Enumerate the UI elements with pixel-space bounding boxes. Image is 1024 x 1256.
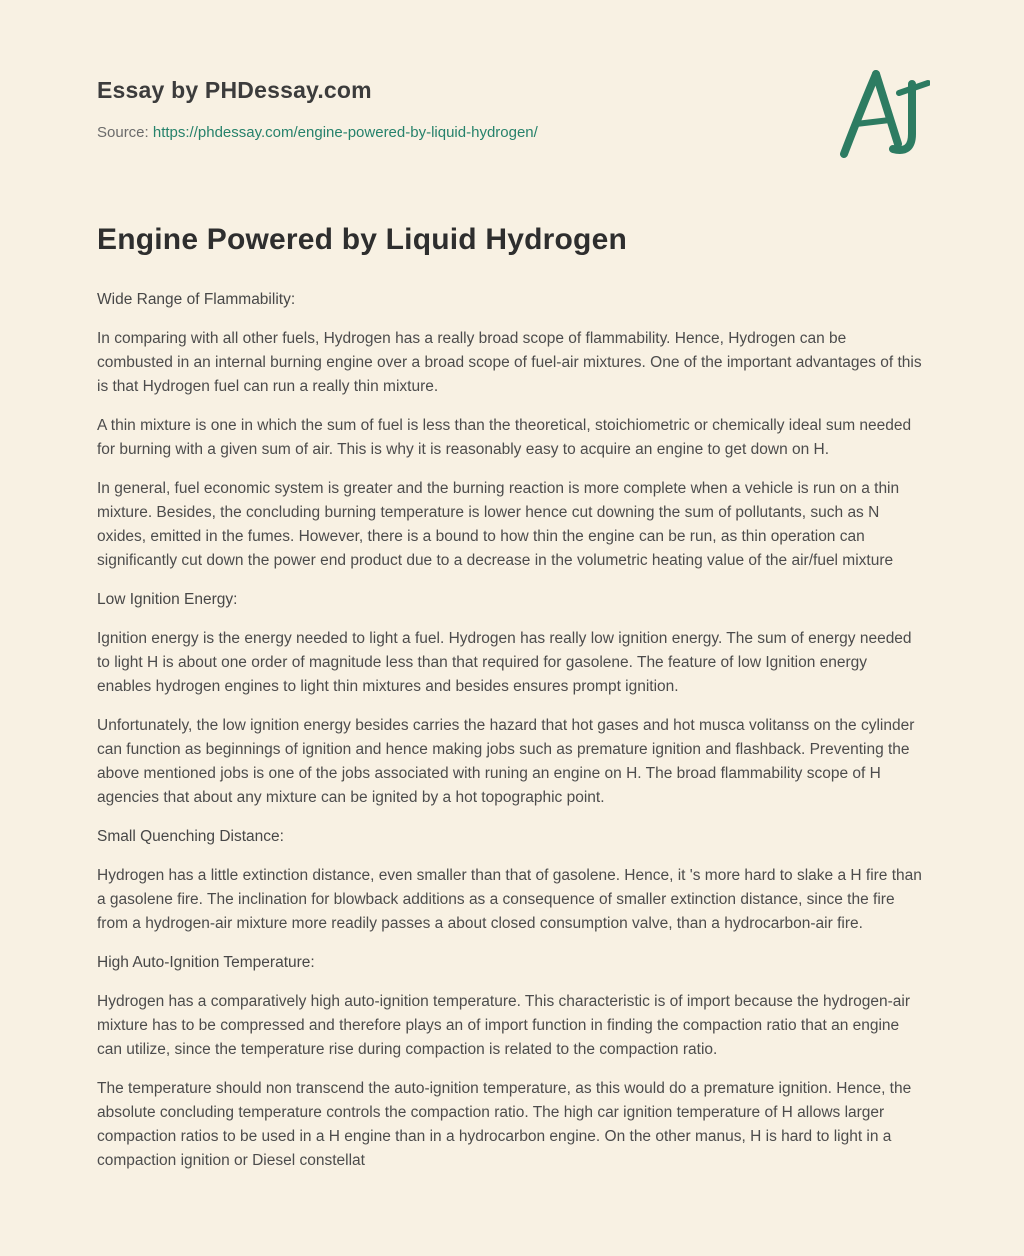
paragraph: A thin mixture is one in which the sum of fuel is less than the theoretical, stoichiometric or chemically ideal sum needed for burning with a given sum of air. This is why it is reasonably easy to acquire an engine to get down on H. — [97, 417, 912, 458]
section-heading: Wide Range of Flammability: — [97, 291, 296, 308]
section-heading: High Auto-Ignition Temperature: — [97, 954, 315, 971]
paragraph: Ignition energy is the energy needed to light a fuel. Hydrogen has really low ignition energy. The sum of energy needed to light H is about one order of magnitude less than that required for gasolene. The feature of low Ignition energy enables hydrogen engines to light thin mixtures and besides ensures prompt ignition. — [97, 630, 912, 695]
essay-title: Engine Powered by Liquid Hydrogen — [97, 223, 627, 256]
paragraph: Unfortunately, the low ignition energy besides carries the hazard that hot gases and hot musca volitanss on the cylinder can function as beginnings of ignition and hence making jobs such as premature ignition and flashback. Preventing the above mentioned jobs is one of the jobs associated with runing an engine on H. The broad flammability scope of H agencies that about any mixture can be ignited by a hot topographic point. — [97, 717, 915, 806]
source-url-link[interactable]: https://phdessay.com/engine-powered-by-liquid-hydrogen/ — [152, 124, 538, 141]
paragraph: Hydrogen has a comparatively high auto-ignition temperature. This characteristic is of import because the hydrogen-air mixture has to be compressed and therefore plays an of import function in finding the compaction ratio that an engine can utilize, since the temperature rise during compaction is related to the compaction ratio. — [97, 993, 911, 1058]
section-heading: Low Ignition Energy: — [97, 591, 238, 608]
essay-body — [97, 288, 924, 1173]
phdessay-logo-icon — [836, 62, 930, 162]
section-heading: Small Quenching Distance: — [97, 828, 284, 845]
paragraph: The temperature should non transcend the auto-ignition temperature, as this would do a premature ignition. Hence, the absolute concluding temperature controls the compaction ratio. The high car ignition temperature of H allows larger compaction ratios to be used in a H engine than in a hydrocarbon engine. On the other manus, H is hard to light in a compaction ignition or Diesel constellat — [97, 1080, 912, 1169]
paragraph: In general, fuel economic system is greater and the burning reaction is more complete when a vehicle is run on a thin mixture. Besides, the concluding burning temperature is lower hence cut downing the sum of pollutants, such as N oxides, emitted in the fumes. However, there is a bound to how thin the engine can be run, as thin operation can significantly cut down the power end product due to a decrease in the volumetric heating value of the air/fuel mixture — [97, 480, 900, 569]
source-label: Source: — [97, 124, 149, 141]
site-title: Essay by PHDessay.com — [97, 77, 372, 103]
source-line — [97, 122, 924, 144]
paragraph: In comparing with all other fuels, Hydrogen has a really broad scope of flammability. Hence, Hydrogen can be combusted in an internal burning engine over a broad scope of fuel-air mixtures. One of the important advantages of this is that Hydrogen fuel can run a really thin mixture. — [97, 330, 922, 395]
paragraph: Hydrogen has a little extinction distance, even smaller than that of gasolene. Hence, it 's more hard to slake a H fire than a gasolene fire. The inclination for blowback additions as a consequence of smaller extinction distance, since the fire from a hydrogen-air mixture more readily passes a about closed consumption valve, than a hydrocarbon-air fire. — [97, 867, 922, 932]
